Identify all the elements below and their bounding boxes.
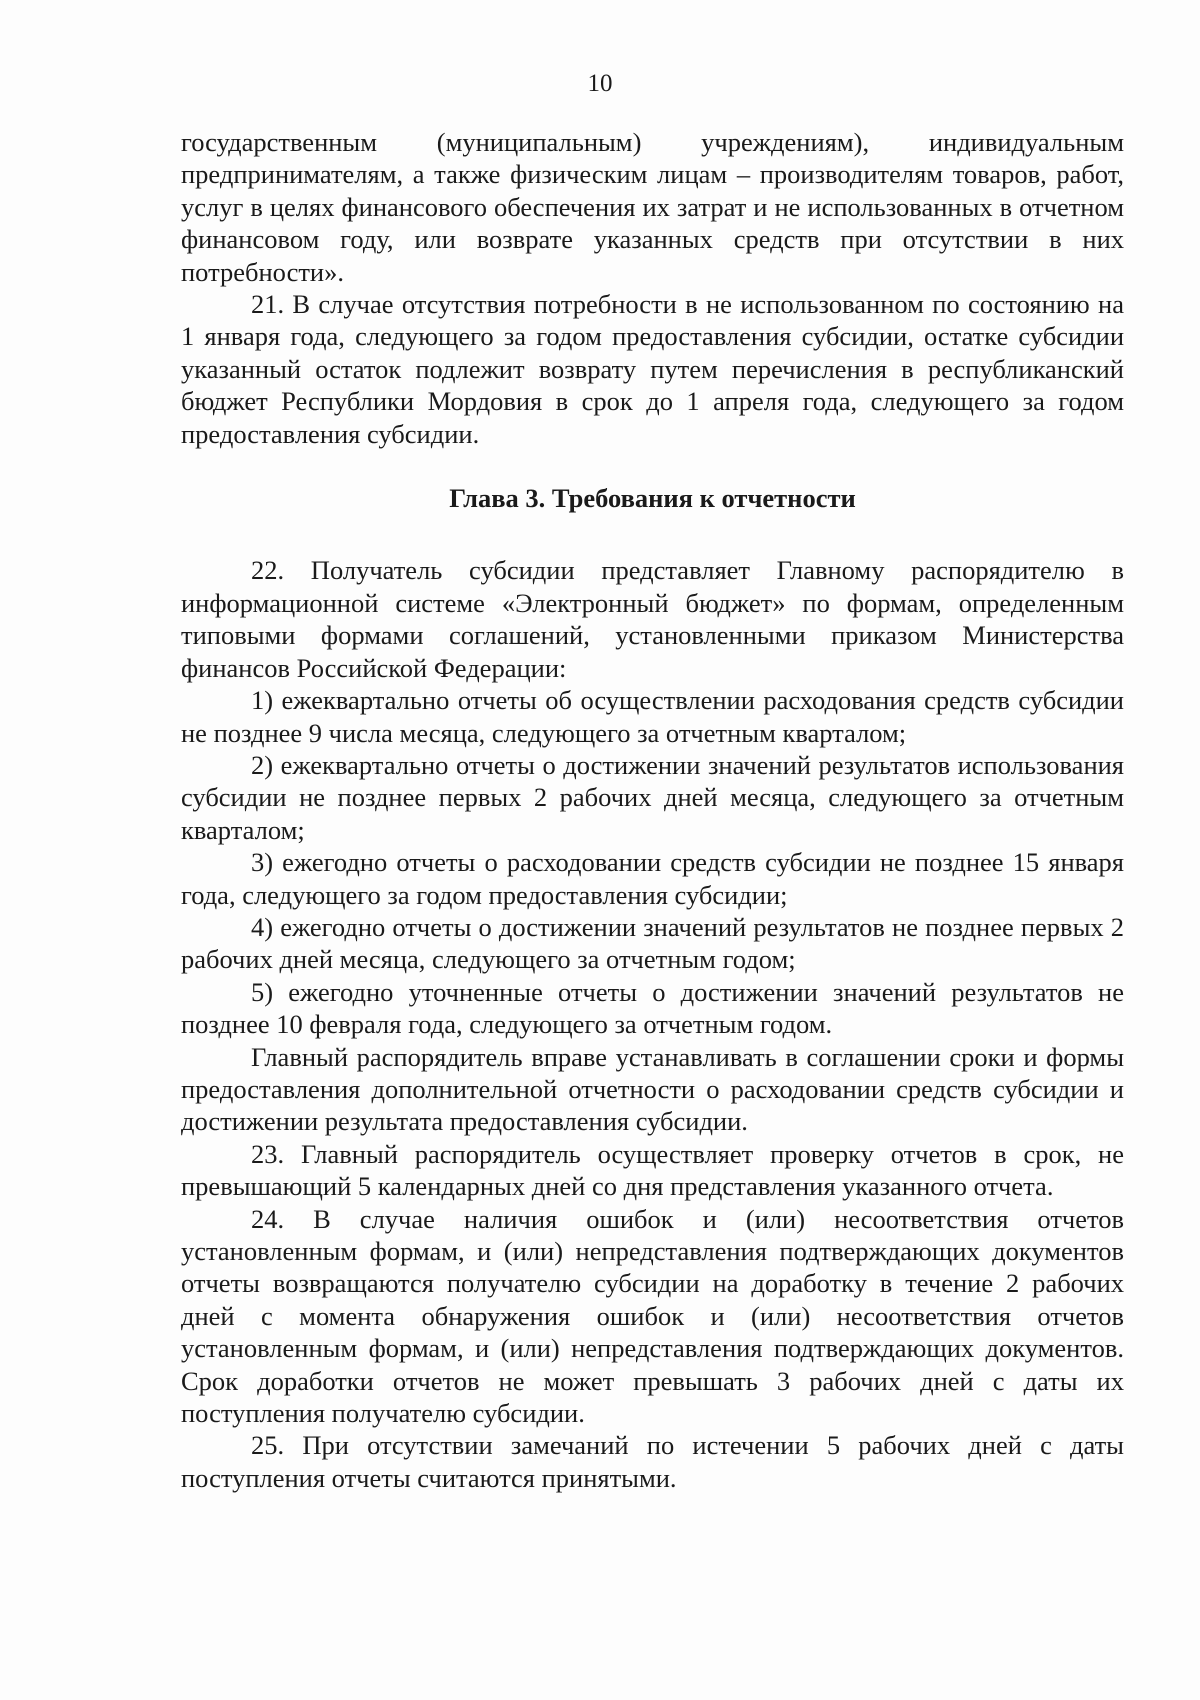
page-number: 10 bbox=[587, 70, 613, 97]
list-item-4: 4) ежегодно отчеты о достижении значений результатов не позднее первых 2 рабочих дней месяца, следующего за отчетным годом; bbox=[181, 911, 1124, 975]
document-body bbox=[181, 126, 1124, 1494]
paragraph-24: 24. В случае наличия ошибок и (или) несоответствия отчетов установленным формам, и (или) непредставления подтверждающих документов отчеты возвращаются получателю субсидии на доработку в течение 2 рабочих дней с момента обнаружения ошибок и (или) несоответствия отчетов установленным формам, и (или) непредставления подтверждающих документов. Срок доработки отчетов не может превышать 3 рабочих дней с даты их поступления получателю субсидии. bbox=[181, 1203, 1124, 1429]
paragraph-additional-reporting: Главный распорядитель вправе устанавливать в соглашении сроки и формы предоставления дополнительной отчетности о расходовании средств субсидии и достижении результата предоставления субсидии. bbox=[181, 1041, 1124, 1137]
paragraph-25: 25. При отсутствии замечаний по истечении 5 рабочих дней с даты поступления отчеты считаются принятыми. bbox=[181, 1430, 1124, 1493]
list-item-1: 1) ежеквартально отчеты об осуществлении расходования средств субсидии не позднее 9 числа месяца, следующего за отчетным кварталом; bbox=[181, 685, 1124, 748]
list-item-2: 2) ежеквартально отчеты о достижении значений результатов использования субсидии не позднее первых 2 рабочих дней месяца, следующего за отчетным кварталом; bbox=[181, 749, 1124, 845]
paragraph-21: 21. В случае отсутствия потребности в не использованном по состоянию на 1 января года, следующего за годом предоставления субсидии, остатке субсидии указанный остаток подлежит возврату путем перечисления в республиканский бюджет Республики Мордовия в срок до 1 апреля года, следующего за годом предоставления субсидии. bbox=[181, 289, 1124, 449]
paragraph-continuation: государственным (муниципальным) учреждениям), индивидуальным предпринимателям, а также физическим лицам – производителям товаров, работ, услуг в целях финансового обеспечения их затрат и не использованных в отчетном финансовом году, или возврате указанных средств при отсутствии в них потребности». bbox=[181, 127, 1124, 287]
list-item-3: 3) ежегодно отчеты о расходовании средств субсидии не позднее 15 января года, следующего за годом предоставления субсидии; bbox=[181, 847, 1124, 910]
chapter-heading: Глава 3. Требования к отчетности bbox=[449, 483, 856, 514]
paragraph-22: 22. Получатель субсидии представляет Главному распорядителю в информационной системе «Электронный бюджет» по формам, определенным типовыми формами соглашений, установленными приказом Министерства финансов Российской Федерации: bbox=[181, 555, 1124, 683]
paragraph-23: 23. Главный распорядитель осуществляет проверку отчетов в срок, не превышающий 5 календарных дней со дня представления указанного отчета. bbox=[181, 1138, 1124, 1202]
list-item-5: 5) ежегодно уточненные отчеты о достижении значений результатов не позднее 10 февраля года, следующего за отчетным годом. bbox=[181, 976, 1124, 1040]
